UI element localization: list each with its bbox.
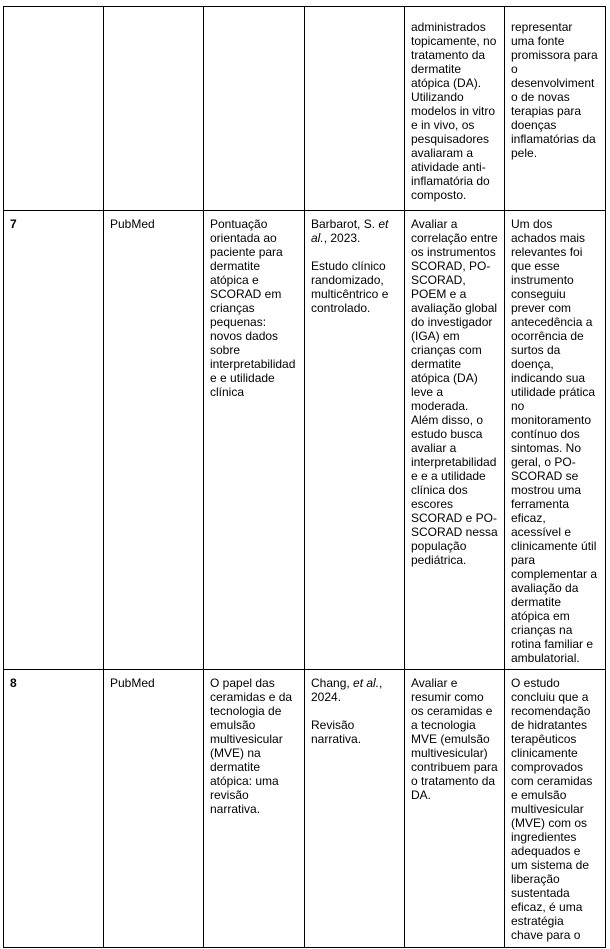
cell-database: [104, 211, 204, 670]
cell-author: [305, 670, 405, 948]
study-type: Revisão narrativa.: [311, 718, 362, 746]
study-objective: Avaliar a correlação entre os instrumentos SCORAD, PO-SCORAD, POEM e a avaliação global do investigador (IGA) em crianças com dermatite atópica (DA) leve a moderada. Além disso, o estudo busca avaliar a interpretabilidad e e a utilidade clínica dos escores SCORAD e PO-SCORAD nessa população pediátrica.: [411, 217, 498, 567]
cell-objective: [405, 211, 505, 670]
row-number: 8: [10, 676, 17, 690]
author-etal: et al.: [311, 217, 389, 245]
study-objective: Avaliar e resumir como os ceramidas e a tecnologia MVE (emulsão multivesicular) contribuem para o tratamento da DA.: [411, 676, 498, 802]
database-name: PubMed: [110, 676, 155, 690]
cell-author: [305, 7, 405, 211]
cell-results: representar uma fonte promissora para o desenvolviment o de novas terapias para doenças inflamatórias da pele.: [505, 7, 606, 211]
study-results: O estudo concluiu que a recomendação de hidratantes terapêuticos clinicamente comprovados com ceramidas e emulsão multivesicular (MVE) com os ingredientes adequados e um sistema de liberação sustentada eficaz, é uma estratégia chave para o: [511, 676, 593, 942]
author-etal: et al.: [353, 676, 380, 690]
author-year: , 2024.: [311, 676, 383, 704]
author-name: Chang,: [311, 676, 354, 690]
author-year: , 2023.: [323, 231, 361, 245]
cell-results: [505, 211, 606, 670]
cell-objective: [405, 670, 505, 948]
cell-author: [305, 211, 405, 670]
study-type: Estudo clínico randomizado, multicêntrico e controlado.: [311, 259, 389, 315]
cell-number: [4, 211, 104, 670]
study-title: O papel das ceramidas e da tecnologia de emulsão multivesicular (MVE) na dermatite atópica: uma revisão narrativa.: [210, 676, 293, 816]
cell-title: [204, 7, 305, 211]
cell-objective: administrados topicamente, no tratamento da dermatite atópica (DA). Utilizando modelos in vitro e in vivo, os pesquisadores avaliaram a atividade anti-inflamatória do composto.: [405, 7, 505, 211]
cell-database: [104, 7, 204, 211]
row-number: 7: [10, 217, 17, 231]
table-row: [4, 670, 606, 948]
database-name: PubMed: [110, 217, 155, 231]
table-row: [4, 211, 606, 670]
study-results: Um dos achados mais relevantes foi que esse instrumento conseguiu prever com antecedência a ocorrência de surtos da doença, indicando sua utilidade prática no monitoramento contínuo dos sintomas. No geral, o PO-SCORAD se mostrou uma ferramenta eficaz, acessível e clinicamente útil para complementar a avaliação da dermatite atópica em crianças na rotina familiar e ambulatorial.: [511, 217, 598, 665]
cell-number: [4, 7, 104, 211]
author-name: Barbarot, S.: [311, 217, 376, 231]
studies-table: [3, 6, 606, 948]
cell-title: [204, 211, 305, 670]
study-title: Pontuação orientada ao paciente para dermatite atópica e SCORAD em crianças pequenas: novos dados sobre interpretabilidad e e utilidade clínica: [210, 217, 296, 399]
cell-title: [204, 670, 305, 948]
cell-database: [104, 670, 204, 948]
cell-number: [4, 670, 104, 948]
cell-results: [505, 670, 606, 948]
table-row: [4, 7, 606, 211]
